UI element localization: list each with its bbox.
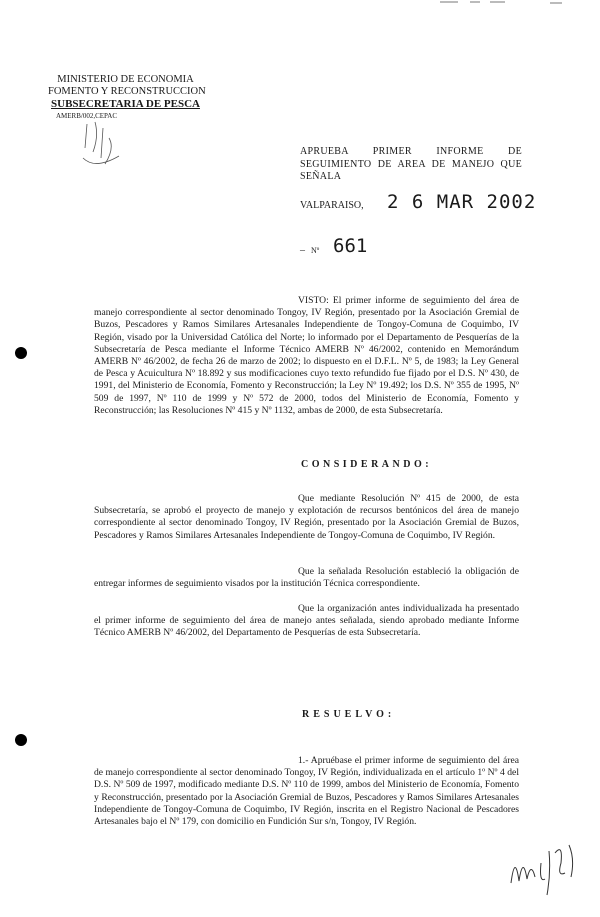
stamped-date: 2 6 MAR 2002: [387, 191, 537, 213]
subsecretaria-name: SUBSECRETARIA DE PESCA: [51, 98, 200, 110]
number-label: – Nº: [300, 245, 320, 256]
considerando-paragraph-3: Que la organización antes individualizada ha presentado el primer informe de seguimiento del área de manejo antes señalada, siendo aprobado mediante Informe Técnico AMERB Nº 46/2002, del Departamento de Pesquerías de esta Subsecretaría.: [94, 603, 519, 639]
scan-top-marks: [440, 0, 590, 8]
considerando-paragraph-2: Que la señalada Resolución estableció la obligación de entregar informes de seguimiento visados por la institución Técnica correspondiente.: [94, 566, 519, 590]
document-subject: APRUEBA PRIMER INFORME DE SEGUIMIENTO DE AREA DE MANEJO QUE SEÑALA: [300, 146, 522, 182]
visto-paragraph: VISTO: El primer informe de seguimiento del área de manejo correspondiente al sector denominado Tongoy, IV Región, presentado por la Asociación Gremial de Buzos, Pescadores y Ramos Similares Artesanales Independiente de Tongoy-Comuna de Coquimbo, IV Región, visado por la Universidad Católica del Norte; lo informado por el Departamento de Pesquerías de la Subsecretaría de Pesca mediante el Informe Técnico AMERB Nº 46/2002, contenido en Memorándum AMERB Nº 46/2002, de fecha 26 de marzo de 2002; lo dispuesto en el D.F.L. Nº 5, de 1983; la Ley General de Pesca y Acuicultura Nº 18.892 y sus modificaciones cuyo texto refundido fue fijado por el D.S. Nº 430, de 1991, del Ministerio de Economía, Fomento y Reconstrucción; la Ley Nº 19.492; los D.S. Nº 355 de 1995, Nº 509 de 1997, Nº 110 de 1999 y Nº 572 de 2000, todos del Ministerio de Economía, Fomento y Reconstrucción; las Resoluciones Nº 415 y Nº 1132, ambas de 2000, de esta Subsecretaría.: [94, 295, 519, 416]
reference-code: AMERB/002,CEPAC: [56, 112, 118, 120]
handwritten-initials: [75, 118, 135, 173]
considerando-paragraph-1: Que mediante Resolución Nº 415 de 2000, de esta Subsecretaría, se aprobó el proyecto de manejo y explotación de recursos bentónicos del área de manejo correspondiente al sector denominado Tongoy, IV Región, presentado por la Asociación Gremial de Buzos, Pescadores y Ramos Similares Artesanales Independiente de Tongoy-Comuna de Coquimbo, IV Región.: [94, 493, 519, 541]
punch-hole: [15, 734, 27, 746]
ministry-subtitle: FOMENTO Y RECONSTRUCCION: [48, 86, 206, 97]
resolution-number: 661: [333, 235, 368, 257]
ministry-name: MINISTERIO DE ECONOMIA: [57, 74, 194, 85]
punch-hole: [15, 347, 27, 359]
considerando-heading: CONSIDERANDO:: [301, 459, 433, 470]
number-abbrev: Nº: [311, 246, 320, 255]
place-label: VALPARAISO,: [300, 200, 364, 211]
resuelvo-heading: RESUELVO:: [302, 709, 396, 720]
ministry-header: [48, 74, 206, 122]
resuelvo-paragraph-1: 1.- Apruébase el primer informe de seguimiento del área de manejo correspondiente al sector denominado Tongoy, IV Región, individualizada en el artículo 1º Nº 4 del D.S. Nº 509 de 1997, modificado mediante D.S. Nº 110 de 1999, ambos del Ministerio de Economía, Fomento y Reconstrucción, presentado por la Asociación Gremial de Buzos, Pescadores y Ramos Similares Artesanales Independiente de Tongoy-Comuna de Coquimbo, IV Región, inscrita en el Registro Nacional de Pescadores Artesanales bajo el Nº 179, con domicilio en Fundición Sur s/n, Tongoy, IV Región.: [94, 755, 519, 828]
handwritten-signature: [505, 833, 585, 903]
